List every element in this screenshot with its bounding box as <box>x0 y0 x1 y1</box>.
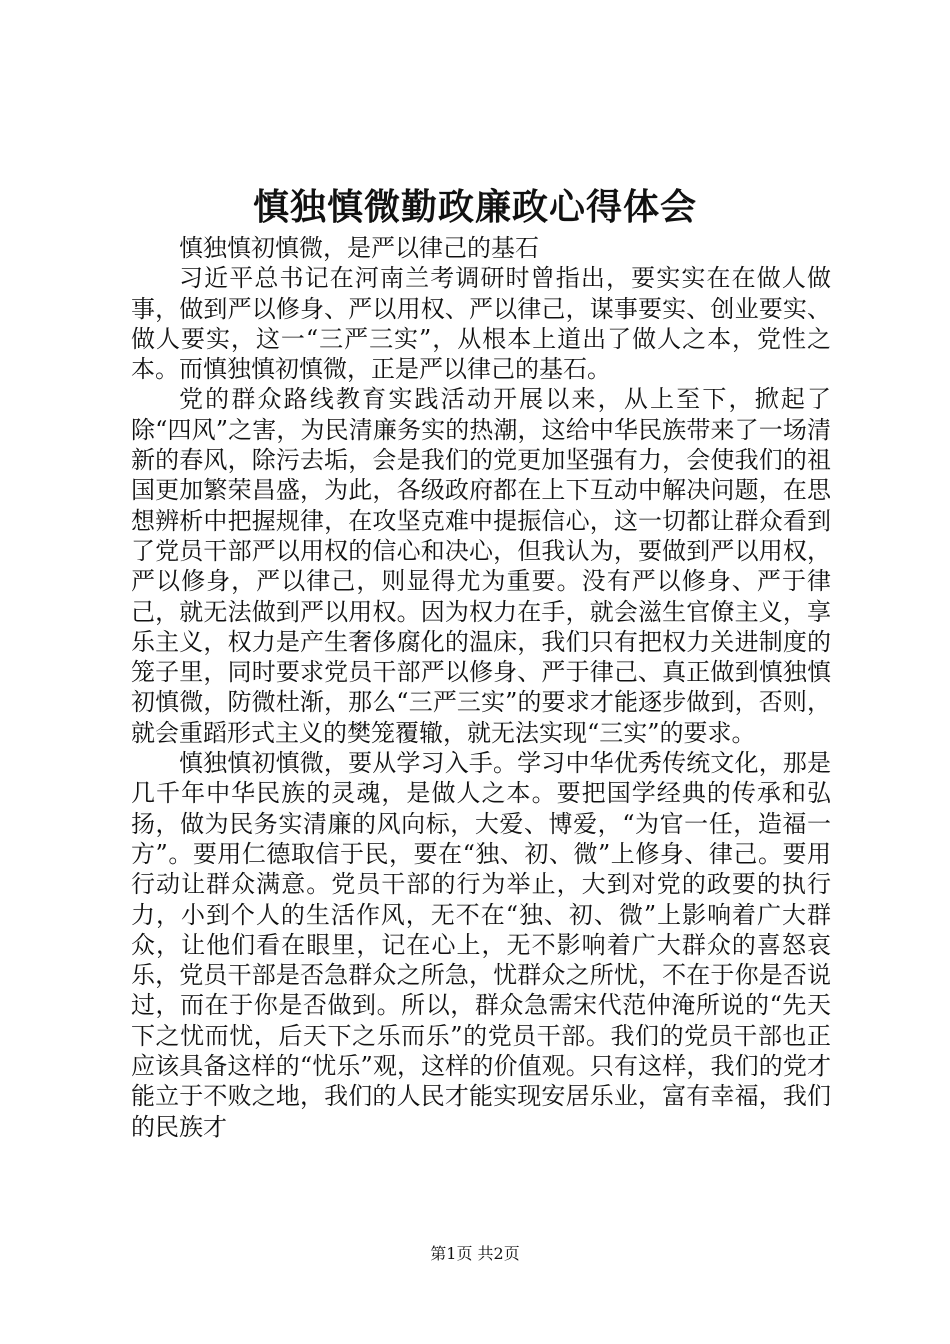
body-paragraph: 慎独慎初慎微，是严以律己的基石 <box>179 234 539 262</box>
body-paragraph: 慎独慎初慎微，要从学习入手。学习中华优秀传统文化，那是几千年中华民族的灵魂，是做人之本。要把国学经典的传承和弘扬，做为民务实清廉的风向标，大爱、博爱，“为官一任，造福一方”。要用仁德取信于民，要在“独、初、微”上修身、律己。要用行动让群众满意。党员干部的行为举止，大到对党的政要的执行力，小到个人的生活作风，无不在“独、初、微”上影响着广大群众，让他们看在眼里，记在心上，无不影响着广大群众的喜怒哀乐，党员干部是否急群众之所急，忧群众之所忧，不在于你是否说过，而在于你是否做到。所以，群众急需宋代范仲淹所说的“先天下之忧而忧，后天下之乐而乐”的党员干部。我们的党员干部也正应该具备这样的“忧乐”观，这样的价值观。只有这样，我们的党才能立于不败之地，我们的人民才能实现安居乐业，富有幸福，我们的民族才 <box>131 749 831 1141</box>
body-paragraph: 党的群众路线教育实践活动开展以来，从上至下，掀起了除“四风”之害，为民清廉务实的热潮，这给中华民族带来了一场清新的春风，除污去垢，会是我们的党更加坚强有力，会使我们的祖国更加繁荣昌盛，为此，各级政府都在上下互动中解决问题，在思想辨析中把握规律，在攻坚克难中提振信心，这一切都让群众看到了党员干部严以用权的信心和决心，但我认为，要做到严以用权，严以修身，严以律己，则显得尤为重要。没有严以修身、严于律己，就无法做到严以用权。因为权力在手，就会滋生官僚主义，享乐主义，权力是产生奢侈腐化的温床，我们只有把权力关进制度的笼子里，同时要求党员干部严以修身、严于律己、真正做到慎独慎初慎微，防微杜渐，那么“三严三实”的要求才能逐步做到，否则，就会重蹈形式主义的樊笼覆辙，就无法实现“三实”的要求。 <box>131 385 831 747</box>
document-body <box>131 233 831 1142</box>
document-title: 慎独慎微勤政廉政心得体会 <box>252 186 697 228</box>
page-footer: 第1页 共2页 <box>430 1244 520 1263</box>
body-paragraph: 习近平总书记在河南兰考调研时曾指出，要实实在在做人做事，做到严以修身、严以用权、严以律己，谋事要实、创业要实、做人要实，这一“三严三实”，从根本上道出了做人之本，党性之本。而慎独慎初慎微，正是严以律己的基石。 <box>131 264 831 384</box>
